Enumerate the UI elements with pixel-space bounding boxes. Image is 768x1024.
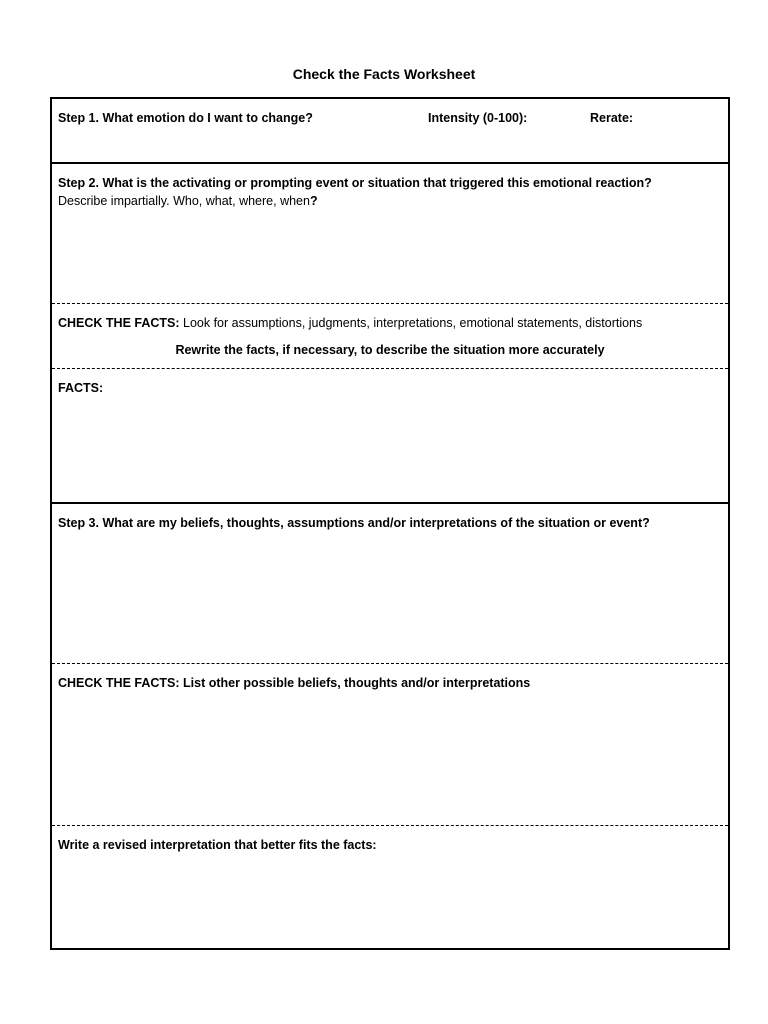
- revised-label: Write a revised interpretation that better fits the facts:: [58, 838, 377, 852]
- check-facts-1-text: Look for assumptions, judgments, interpretations, emotional statements, distortions: [179, 316, 643, 330]
- step1-row: [58, 109, 722, 127]
- revised-section: [52, 825, 728, 948]
- step2-instruction-line: [58, 192, 722, 210]
- intensity-label: Intensity (0-100):: [428, 111, 528, 125]
- step2-question: Step 2. What is the activating or prompting event or situation that triggered this emotional reaction?: [58, 176, 652, 190]
- step1-label: Step 1. What emotion do I want to change?: [58, 111, 313, 125]
- check-facts-1-section: [52, 303, 728, 368]
- check-facts-1-line: [58, 314, 722, 332]
- check-facts-1-label: CHECK THE FACTS:: [58, 316, 180, 330]
- step2-instruction: Describe impartially. Who, what, where, when: [58, 194, 310, 208]
- worksheet-form: [50, 97, 730, 950]
- rerate-label: Rerate:: [590, 111, 634, 125]
- check-facts-2-label: CHECK THE FACTS:: [58, 676, 180, 690]
- check-facts-2-text: List other possible beliefs, thoughts and/or interpretations: [179, 676, 531, 690]
- step3-question: Step 3. What are my beliefs, thoughts, assumptions and/or interpretations of the situation or event?: [58, 516, 650, 530]
- step1-section: [52, 99, 728, 163]
- step3-section: [52, 502, 728, 663]
- facts-label: FACTS:: [58, 381, 104, 395]
- rewrite-instruction: Rewrite the facts, if necessary, to describe the situation more accurately: [175, 343, 605, 357]
- step2-section: [52, 162, 728, 303]
- check-facts-2-line: [58, 674, 722, 692]
- worksheet-title: Check the Facts Worksheet: [292, 66, 476, 82]
- step2-instruction-end: ?: [309, 194, 318, 208]
- check-facts-2-section: [52, 663, 728, 825]
- facts-section: [52, 368, 728, 503]
